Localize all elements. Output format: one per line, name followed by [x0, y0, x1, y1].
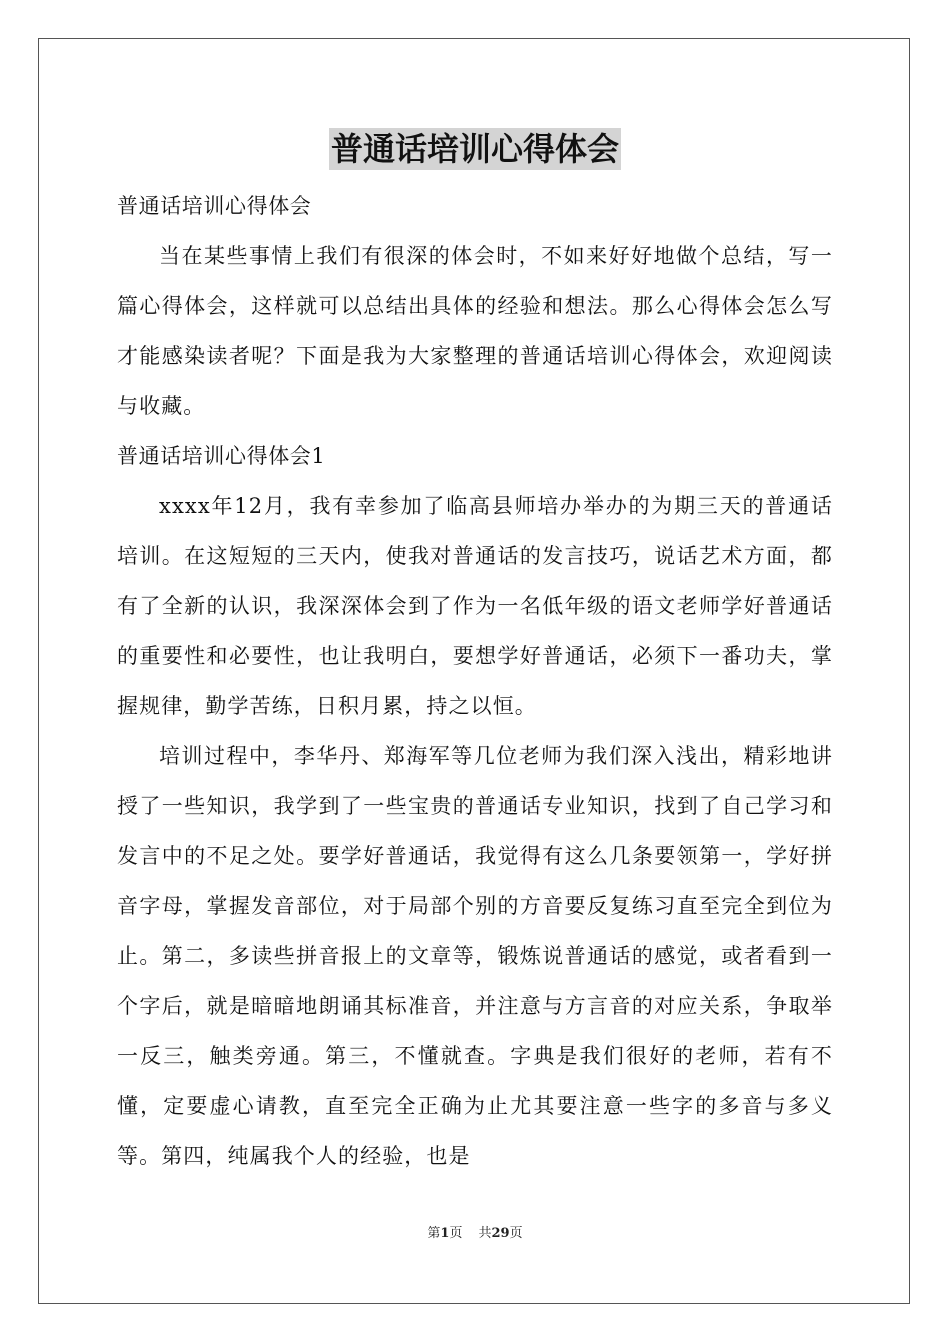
section-heading-1: 普通话培训心得体会1 [117, 444, 326, 468]
intro-paragraph: 当在某些事情上我们有很深的体会时，不如来好好地做个总结，写一篇心得体会，这样就可以总结出具体的经验和想法。那么心得体会怎么写才能感染读者呢？下面是我为大家整理的普通话培训心得体会，欢迎阅读与收藏。 [117, 244, 833, 418]
body-paragraph-1: xxxx年12月，我有幸参加了临高县师培办举办的为期三天的普通话培训。在这短短的三天内，使我对普通话的发言技巧，说话艺术方面，都有了全新的认识，我深深体会到了作为一名低年级的语文老师学好普通话的重要性和必要性，也让我明白，要想学好普通话，必须下一番功夫，掌握规律，勤学苦练，日积月累，持之以恒。 [117, 494, 833, 718]
footer-page-current: 1 [440, 1226, 450, 1241]
footer-page-unit: 页 [449, 1226, 463, 1241]
page-footer [0, 1222, 950, 1241]
intro-heading: 普通话培训心得体会 [117, 194, 312, 218]
body-paragraph-2: 培训过程中，李华丹、郑海军等几位老师为我们深入浅出，精彩地讲授了一些知识，我学到了一些宝贵的普通话专业知识，找到了自己学习和发言中的不足之处。要学好普通话，我觉得有这么几条要领第一，学好拼音字母，掌握发音部位，对于局部个别的方音要反复练习直至完全到位为止。第二，多读些拼音报上的文章等，锻炼说普通话的感觉，或者看到一个字后，就是暗暗地朗诵其标准音，并注意与方言音的对应关系，争取举一反三，触类旁通。第三，不懂就查。字典是我们很好的老师，若有不懂，定要虚心请教，直至完全正确为止尤其要注意一些字的多音与多义等。第四，纯属我个人的经验，也是 [117, 744, 833, 1168]
document-body [117, 181, 833, 1181]
footer-total-prefix: 共 [478, 1226, 492, 1241]
document-title-text: 普通话培训心得体会 [330, 130, 619, 168]
footer-page-prefix: 第 [427, 1226, 441, 1241]
footer-page-total: 29 [491, 1226, 510, 1241]
document-title [0, 128, 950, 170]
footer-total-unit: 页 [509, 1226, 523, 1241]
